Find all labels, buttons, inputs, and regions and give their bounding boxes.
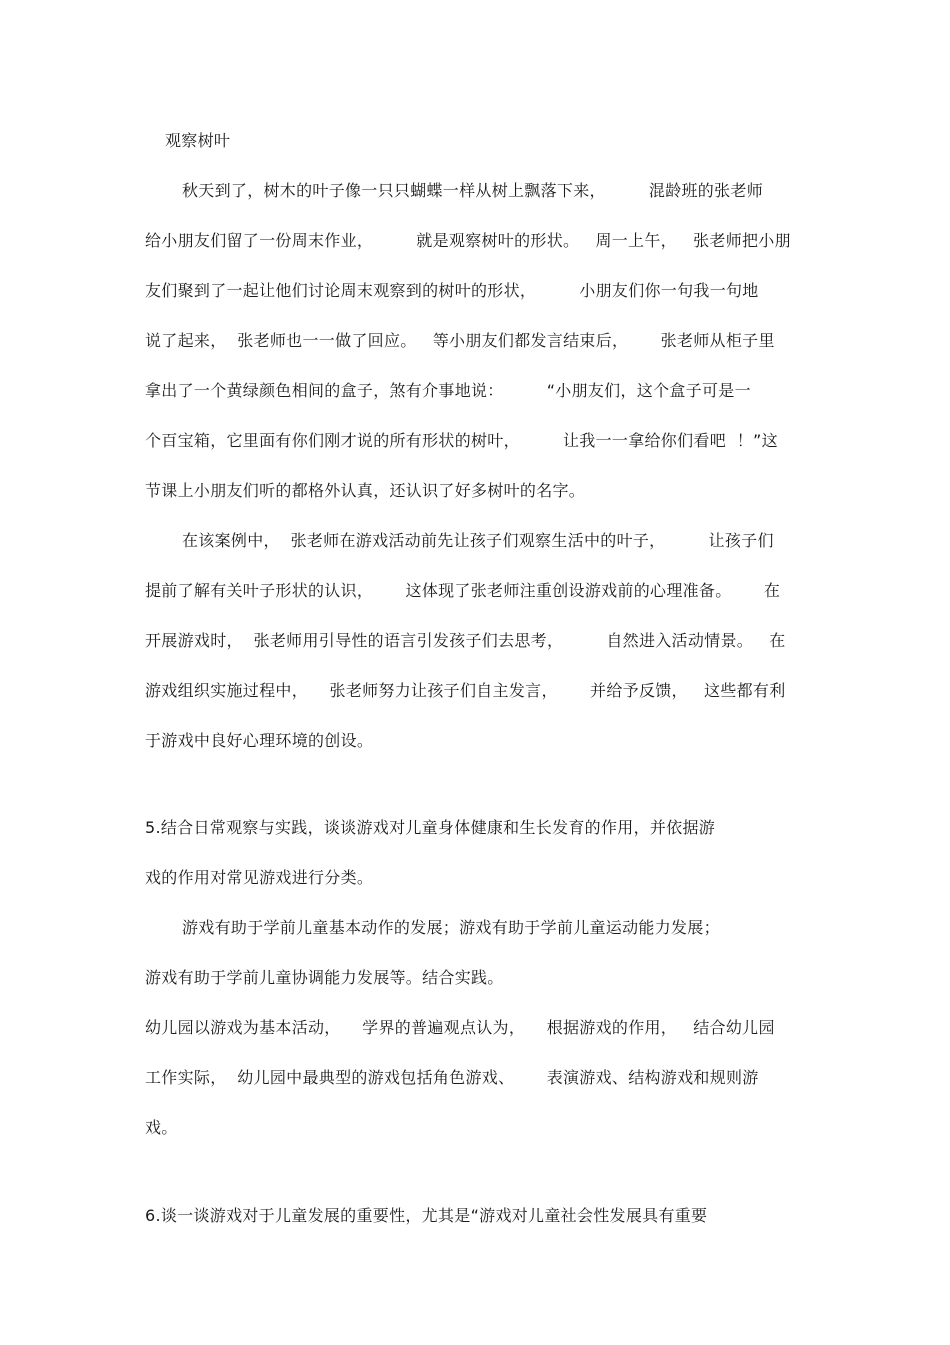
answer-5-line-2: 游戏有助于学前儿童协调能力发展等。结合实践。	[145, 968, 504, 987]
case-line-5: 拿出了一个黄绿颜色相间的盒子，煞有介事地说： “小朋友们，这个盒子可是一	[145, 381, 751, 400]
analysis-line-1: 在该案例中， 张老师在游戏活动前先让孩子们观察生活中的叶子， 让孩子们	[182, 531, 774, 550]
analysis-line-5: 于游戏中良好心理环境的创设。	[145, 731, 374, 750]
question-6-line-1: 6.谈一谈游戏对于儿童发展的重要性，尤其是“游戏对儿童社会性发展具有重要	[145, 1206, 708, 1225]
answer-5-line-4: 工作实际， 幼儿园中最典型的游戏包括角色游戏、 表演游戏、结构游戏和规则游	[145, 1068, 759, 1087]
case-line-7: 节课上小朋友们听的都格外认真，还认识了好多树叶的名字。	[145, 481, 586, 500]
question-5-line-2: 戏的作用对常见游戏进行分类。	[145, 868, 374, 887]
answer-5-line-5: 戏。	[145, 1118, 178, 1137]
case-line-4: 说了起来， 张老师也一一做了回应。 等小朋友们都发言结束后， 张老师从柜子里	[145, 331, 775, 350]
case-line-6: 个百宝箱，它里面有你们刚才说的所有形状的树叶， 让我一一拿给你们看吧 ！”这	[145, 431, 778, 450]
case-line-2: 给小朋友们留了一份周末作业， 就是观察树叶的形状。 周一上午， 张老师把小朋	[145, 231, 791, 250]
case-line-1: 秋天到了，树木的叶子像一只只蝴蝶一样从树上飘落下来， 混龄班的张老师	[182, 181, 763, 200]
answer-5-line-1: 游戏有助于学前儿童基本动作的发展；游戏有助于学前儿童运动能力发展；	[182, 918, 720, 937]
section-title: 观察树叶	[165, 131, 231, 150]
analysis-line-4: 游戏组织实施过程中， 张老师努力让孩子们自主发言， 并给予反馈， 这些都有利	[145, 681, 786, 700]
analysis-line-2: 提前了解有关叶子形状的认识， 这体现了张老师注重创设游戏前的心理准备。 在	[145, 581, 781, 600]
answer-5-line-3: 幼儿园以游戏为基本活动， 学界的普遍观点认为， 根据游戏的作用， 结合幼儿园	[145, 1018, 775, 1037]
question-5-line-1: 5.结合日常观察与实践，谈谈游戏对儿童身体健康和生长发育的作用，并依据游	[145, 818, 716, 837]
analysis-line-3: 开展游戏时， 张老师用引导性的语言引发孩子们去思考， 自然进入活动情景。 在	[145, 631, 786, 650]
case-line-3: 友们聚到了一起让他们讨论周末观察到的树叶的形状， 小朋友们你一句我一句地	[145, 281, 759, 300]
